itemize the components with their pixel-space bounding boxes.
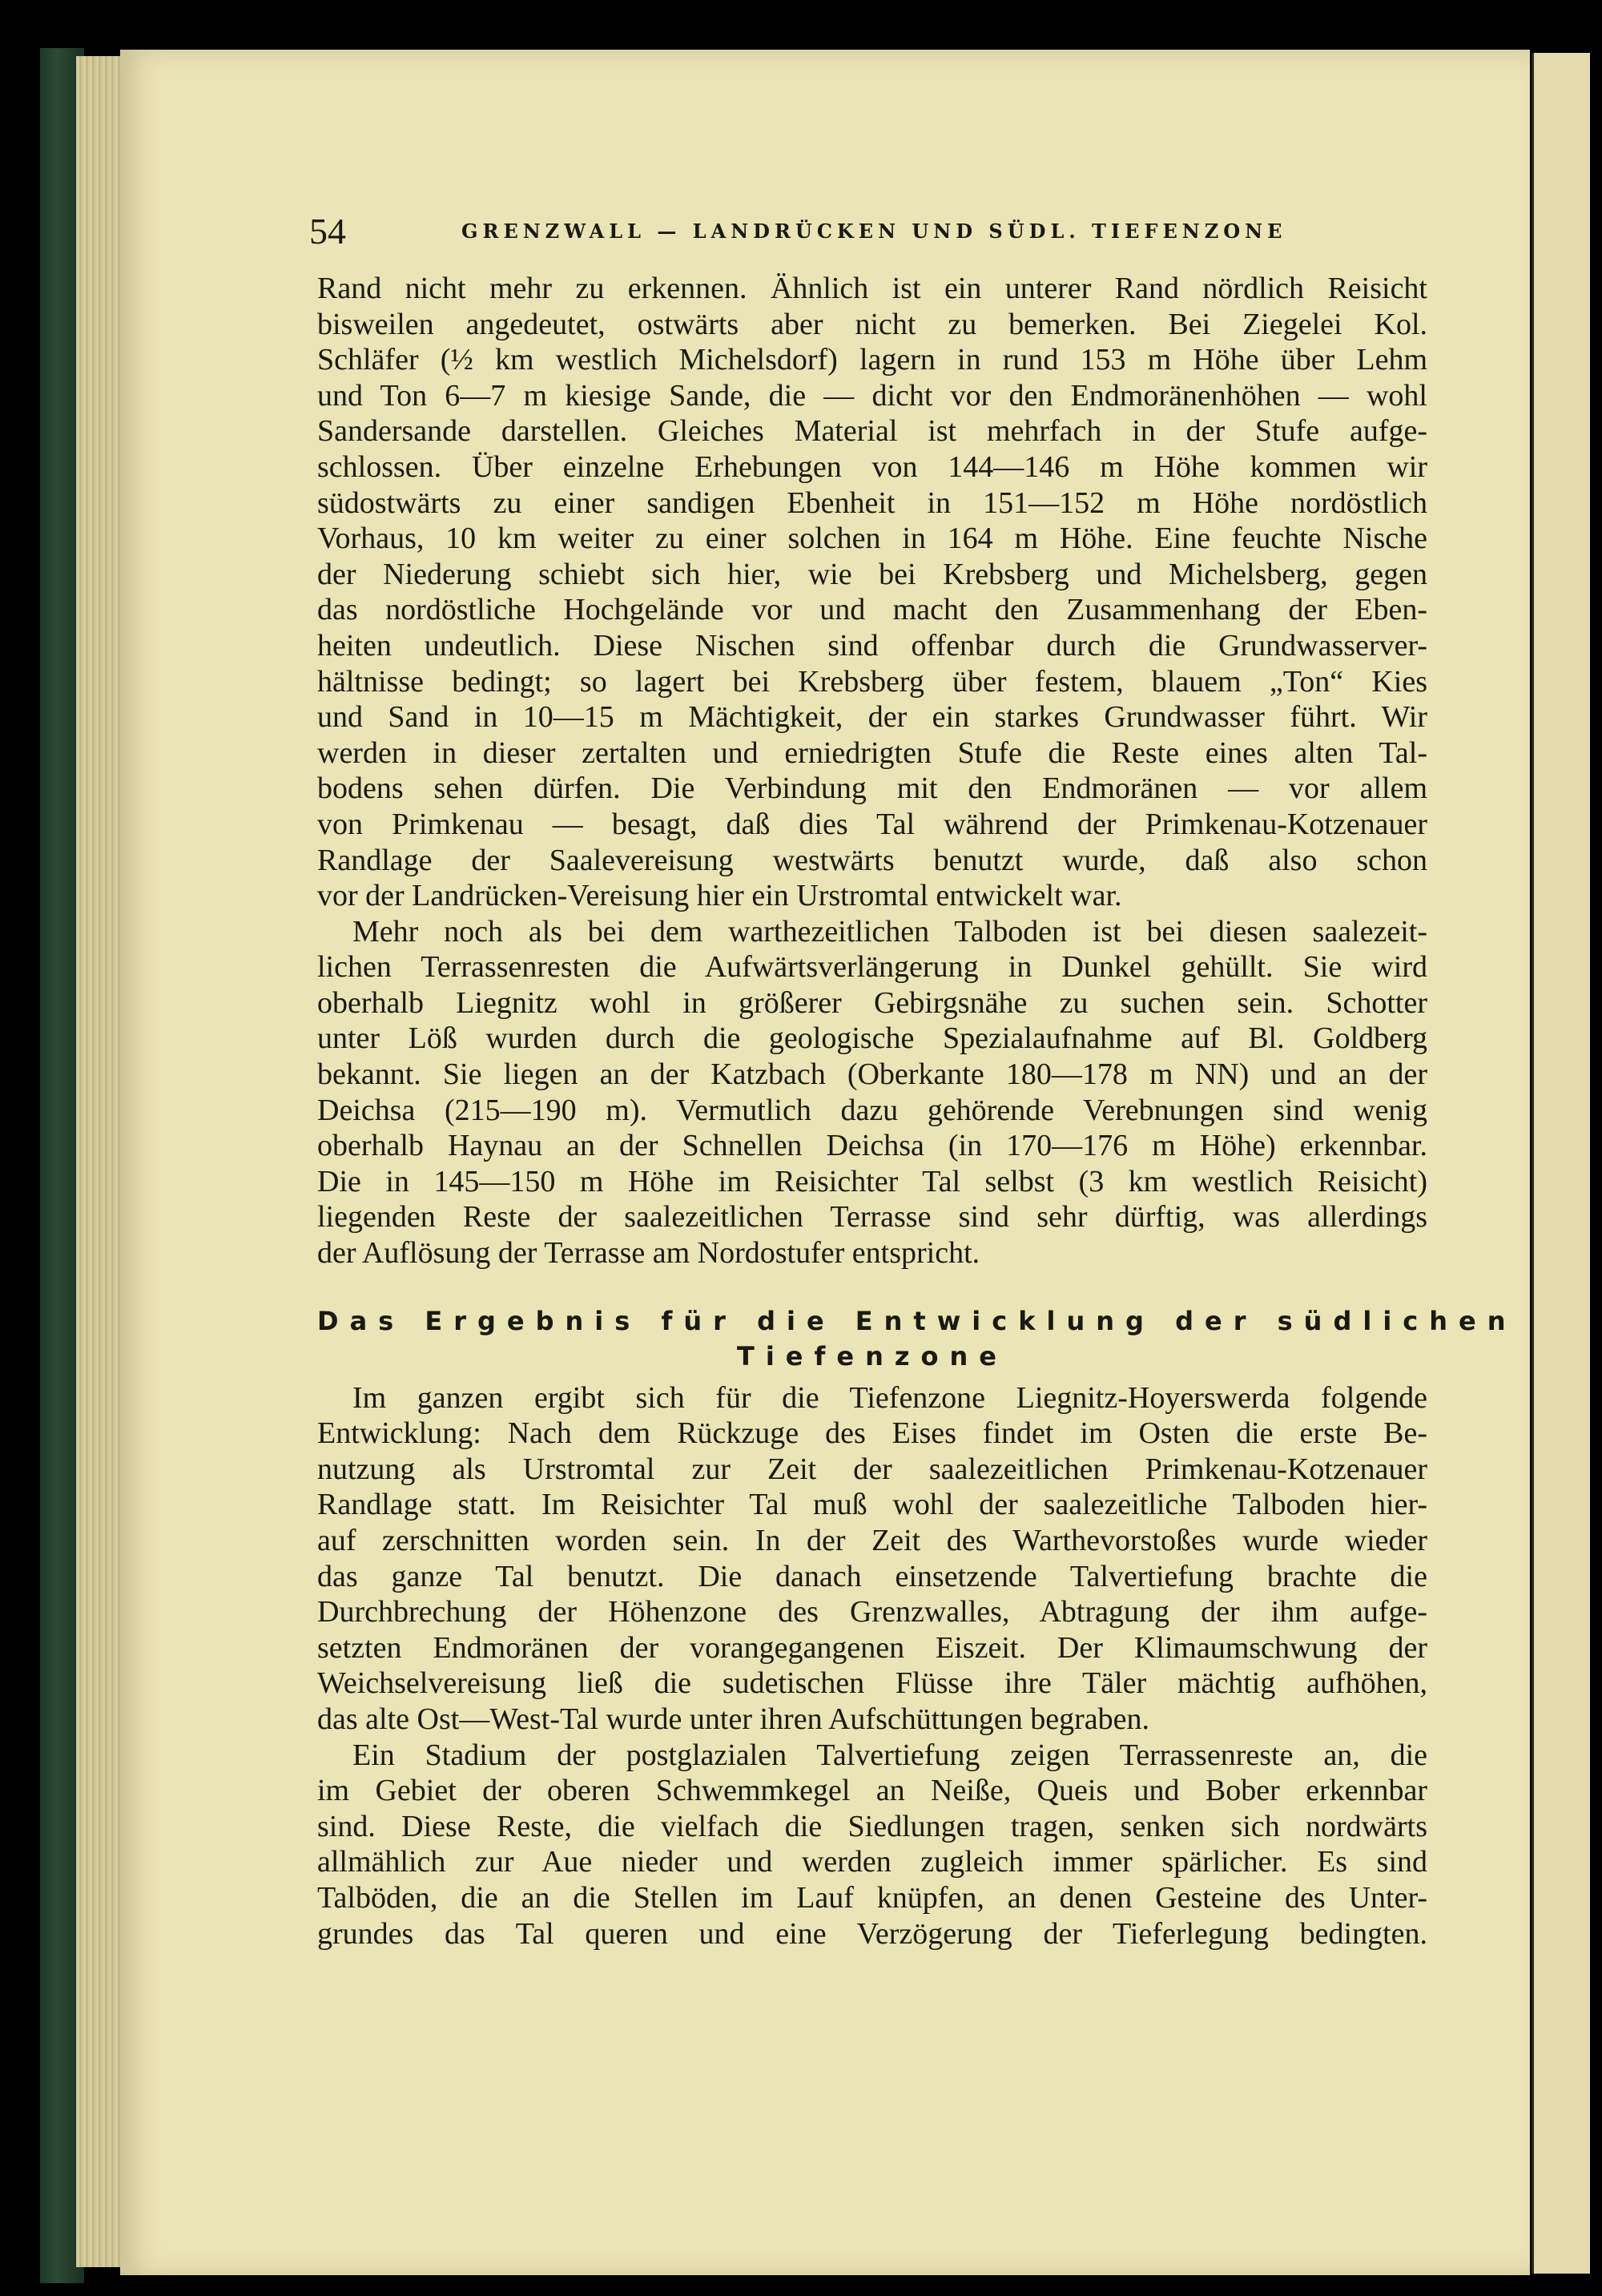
page-number: 54 bbox=[309, 211, 346, 252]
text-line: werden in dieser zertalten und erniedrigten Stufe die Reste eines alten Tal- bbox=[317, 735, 1427, 770]
facing-page-edge bbox=[1532, 53, 1590, 2274]
text-line: Randlage der Saalevereisung westwärts benutzt wurde, daß also schon bbox=[317, 843, 1427, 877]
text-line: oberhalb Liegnitz wohl in größerer Gebirgsnähe zu suchen sein. Schotter bbox=[317, 985, 1427, 1020]
section-heading bbox=[317, 1303, 1517, 1374]
text-line: schlossen. Über einzelne Erhebungen von 144—146 m Höhe kommen wir bbox=[317, 449, 1427, 484]
text-line: grundes das Tal queren und eine Verzögerung der Tieferlegung bedingten. bbox=[317, 1916, 1427, 1951]
text-line: südostwärts zu einer sandigen Ebenheit in 151—152 m Höhe nordöstlich bbox=[317, 485, 1427, 520]
page-body bbox=[317, 271, 1517, 1952]
text-line: nutzung als Urstromtal zur Zeit der saalezeitlichen Primkenau-Kotzenauer bbox=[317, 1452, 1427, 1486]
text-line: allmählich zur Aue nieder und werden zugleich immer spärlicher. Es sind bbox=[317, 1845, 1427, 1879]
text-line: bodens sehen dürfen. Die Verbindung mit den Endmoränen — vor allem bbox=[317, 771, 1427, 806]
text-line: Rand nicht mehr zu erkennen. Ähnlich ist ein unterer Rand nördlich Reisicht bbox=[317, 272, 1427, 305]
section-heading-line-1: Das Ergebnis für die Entwicklung der südlichen bbox=[317, 1305, 1517, 1336]
text-line: Entwicklung: Nach dem Rückzuge des Eises findet im Osten die erste Be- bbox=[317, 1416, 1427, 1451]
text-line: der Auflösung der Terrasse am Nordostufer entspricht. bbox=[317, 1236, 980, 1271]
text-line: bisweilen angedeutet, ostwärts aber nicht zu bemerken. Bei Ziegelei Kol. bbox=[317, 307, 1427, 341]
text-line: Schläfer (½ km westlich Michelsdorf) lagern in rund 153 m Höhe über Lehm bbox=[317, 343, 1427, 377]
text-line: setzten Endmoränen der vorangegangenen Eiszeit. Der Klimaumschwung der bbox=[317, 1630, 1427, 1665]
text-line: und Ton 6—7 m kiesige Sande, die — dicht vor den Endmoränenhöhen — wohl bbox=[317, 378, 1427, 413]
text-line: Randlage statt. Im Reisichter Tal muß wohl der saalezeitliche Talboden hier- bbox=[317, 1488, 1427, 1522]
text-line: das nordöstliche Hochgelände vor und macht den Zusammenhang der Eben- bbox=[317, 593, 1427, 627]
paragraph-3 bbox=[317, 1380, 1427, 1738]
text-line: Im ganzen ergibt sich für die Tiefenzone Liegnitz-Hoyerswerda folgende bbox=[352, 1380, 1427, 1415]
text-line: hältnisse bedingt; so lagert bei Krebsberg über festem, blauem „Ton“ Kies bbox=[317, 664, 1427, 699]
text-line: Sandersande darstellen. Gleiches Material ist mehrfach in der Stufe aufge- bbox=[317, 414, 1427, 449]
text-line: bekannt. Sie liegen an der Katzbach (Oberkante 180—178 m NN) und an der bbox=[317, 1057, 1427, 1092]
paragraph-2 bbox=[317, 914, 1427, 1271]
text-line: vor der Landrücken-Vereisung hier ein Urstromtal entwickelt war. bbox=[317, 879, 1122, 913]
text-line: Ein Stadium der postglazialen Talvertiefung zeigen Terrassenreste an, die bbox=[352, 1738, 1427, 1772]
text-line: auf zerschnitten worden sein. In der Zeit des Warthevorstoßes wurde wieder bbox=[317, 1524, 1427, 1557]
running-title: GRENZWALL — LANDRÜCKEN UND SÜDL. TIEFENZONE bbox=[461, 220, 1287, 243]
text-line: Weichselvereisung ließ die sudetischen Flüsse ihre Täler mächtig aufhöhen, bbox=[317, 1666, 1427, 1701]
paragraph-1 bbox=[317, 271, 1427, 914]
paragraph-4 bbox=[317, 1738, 1427, 1952]
text-line: im Gebiet der oberen Schwemmkegel an Neiße, Queis und Bober erkennbar bbox=[317, 1774, 1427, 1808]
text-line: lichen Terrassenresten die Aufwärtsverlängerung in Dunkel gehüllt. Sie wird bbox=[317, 950, 1427, 985]
text-line: heiten undeutlich. Diese Nischen sind offenbar durch die Grundwasserver- bbox=[317, 628, 1427, 663]
text-line: Die in 145—150 m Höhe im Reisichter Tal selbst (3 km westlich Reisicht) bbox=[317, 1164, 1427, 1198]
text-line: Vorhaus, 10 km weiter zu einer solchen in 164 m Höhe. Eine feuchte Nische bbox=[317, 522, 1427, 556]
text-line: Talböden, die an die Stellen im Lauf knüpfen, an denen Gesteine des Unter- bbox=[317, 1880, 1427, 1915]
section-heading-line-2: Tiefenzone bbox=[737, 1340, 1008, 1372]
text-line: das alte Ost—West-Tal wurde unter ihren Aufschüttungen begraben. bbox=[317, 1702, 1149, 1736]
text-line: von Primkenau — besagt, daß dies Tal während der Primkenau-Kotzenauer bbox=[317, 807, 1427, 841]
text-line: unter Löß wurden durch die geologische Spezialaufnahme auf Bl. Goldberg bbox=[317, 1021, 1427, 1056]
text-line: der Niederung schiebt sich hier, wie bei Krebsberg und Michelsberg, gegen bbox=[317, 557, 1427, 591]
text-line: Mehr noch als bei dem warthezeitlichen Talboden ist bei diesen saalezeit- bbox=[352, 914, 1427, 949]
text-line: Deichsa (215—190 m). Vermutlich dazu gehörende Verebnungen sind wenig bbox=[317, 1093, 1427, 1127]
text-line: liegenden Reste der saalezeitlichen Terrasse sind sehr dürftig, was allerdings bbox=[317, 1200, 1427, 1235]
text-line: und Sand in 10—15 m Mächtigkeit, der ein starkes Grundwasser führt. Wir bbox=[317, 700, 1427, 735]
text-line: das ganze Tal benutzt. Die danach einsetzende Talvertiefung brachte die bbox=[317, 1559, 1427, 1593]
text-line: sind. Diese Reste, die vielfach die Siedlungen tragen, senken sich nordwärts bbox=[317, 1809, 1427, 1843]
text-line: Durchbrechung der Höhenzone des Grenzwalles, Abtragung der ihm aufge- bbox=[317, 1595, 1427, 1629]
text-line: oberhalb Haynau an der Schnellen Deichsa (in 170—176 m Höhe) erkennbar. bbox=[317, 1129, 1427, 1163]
